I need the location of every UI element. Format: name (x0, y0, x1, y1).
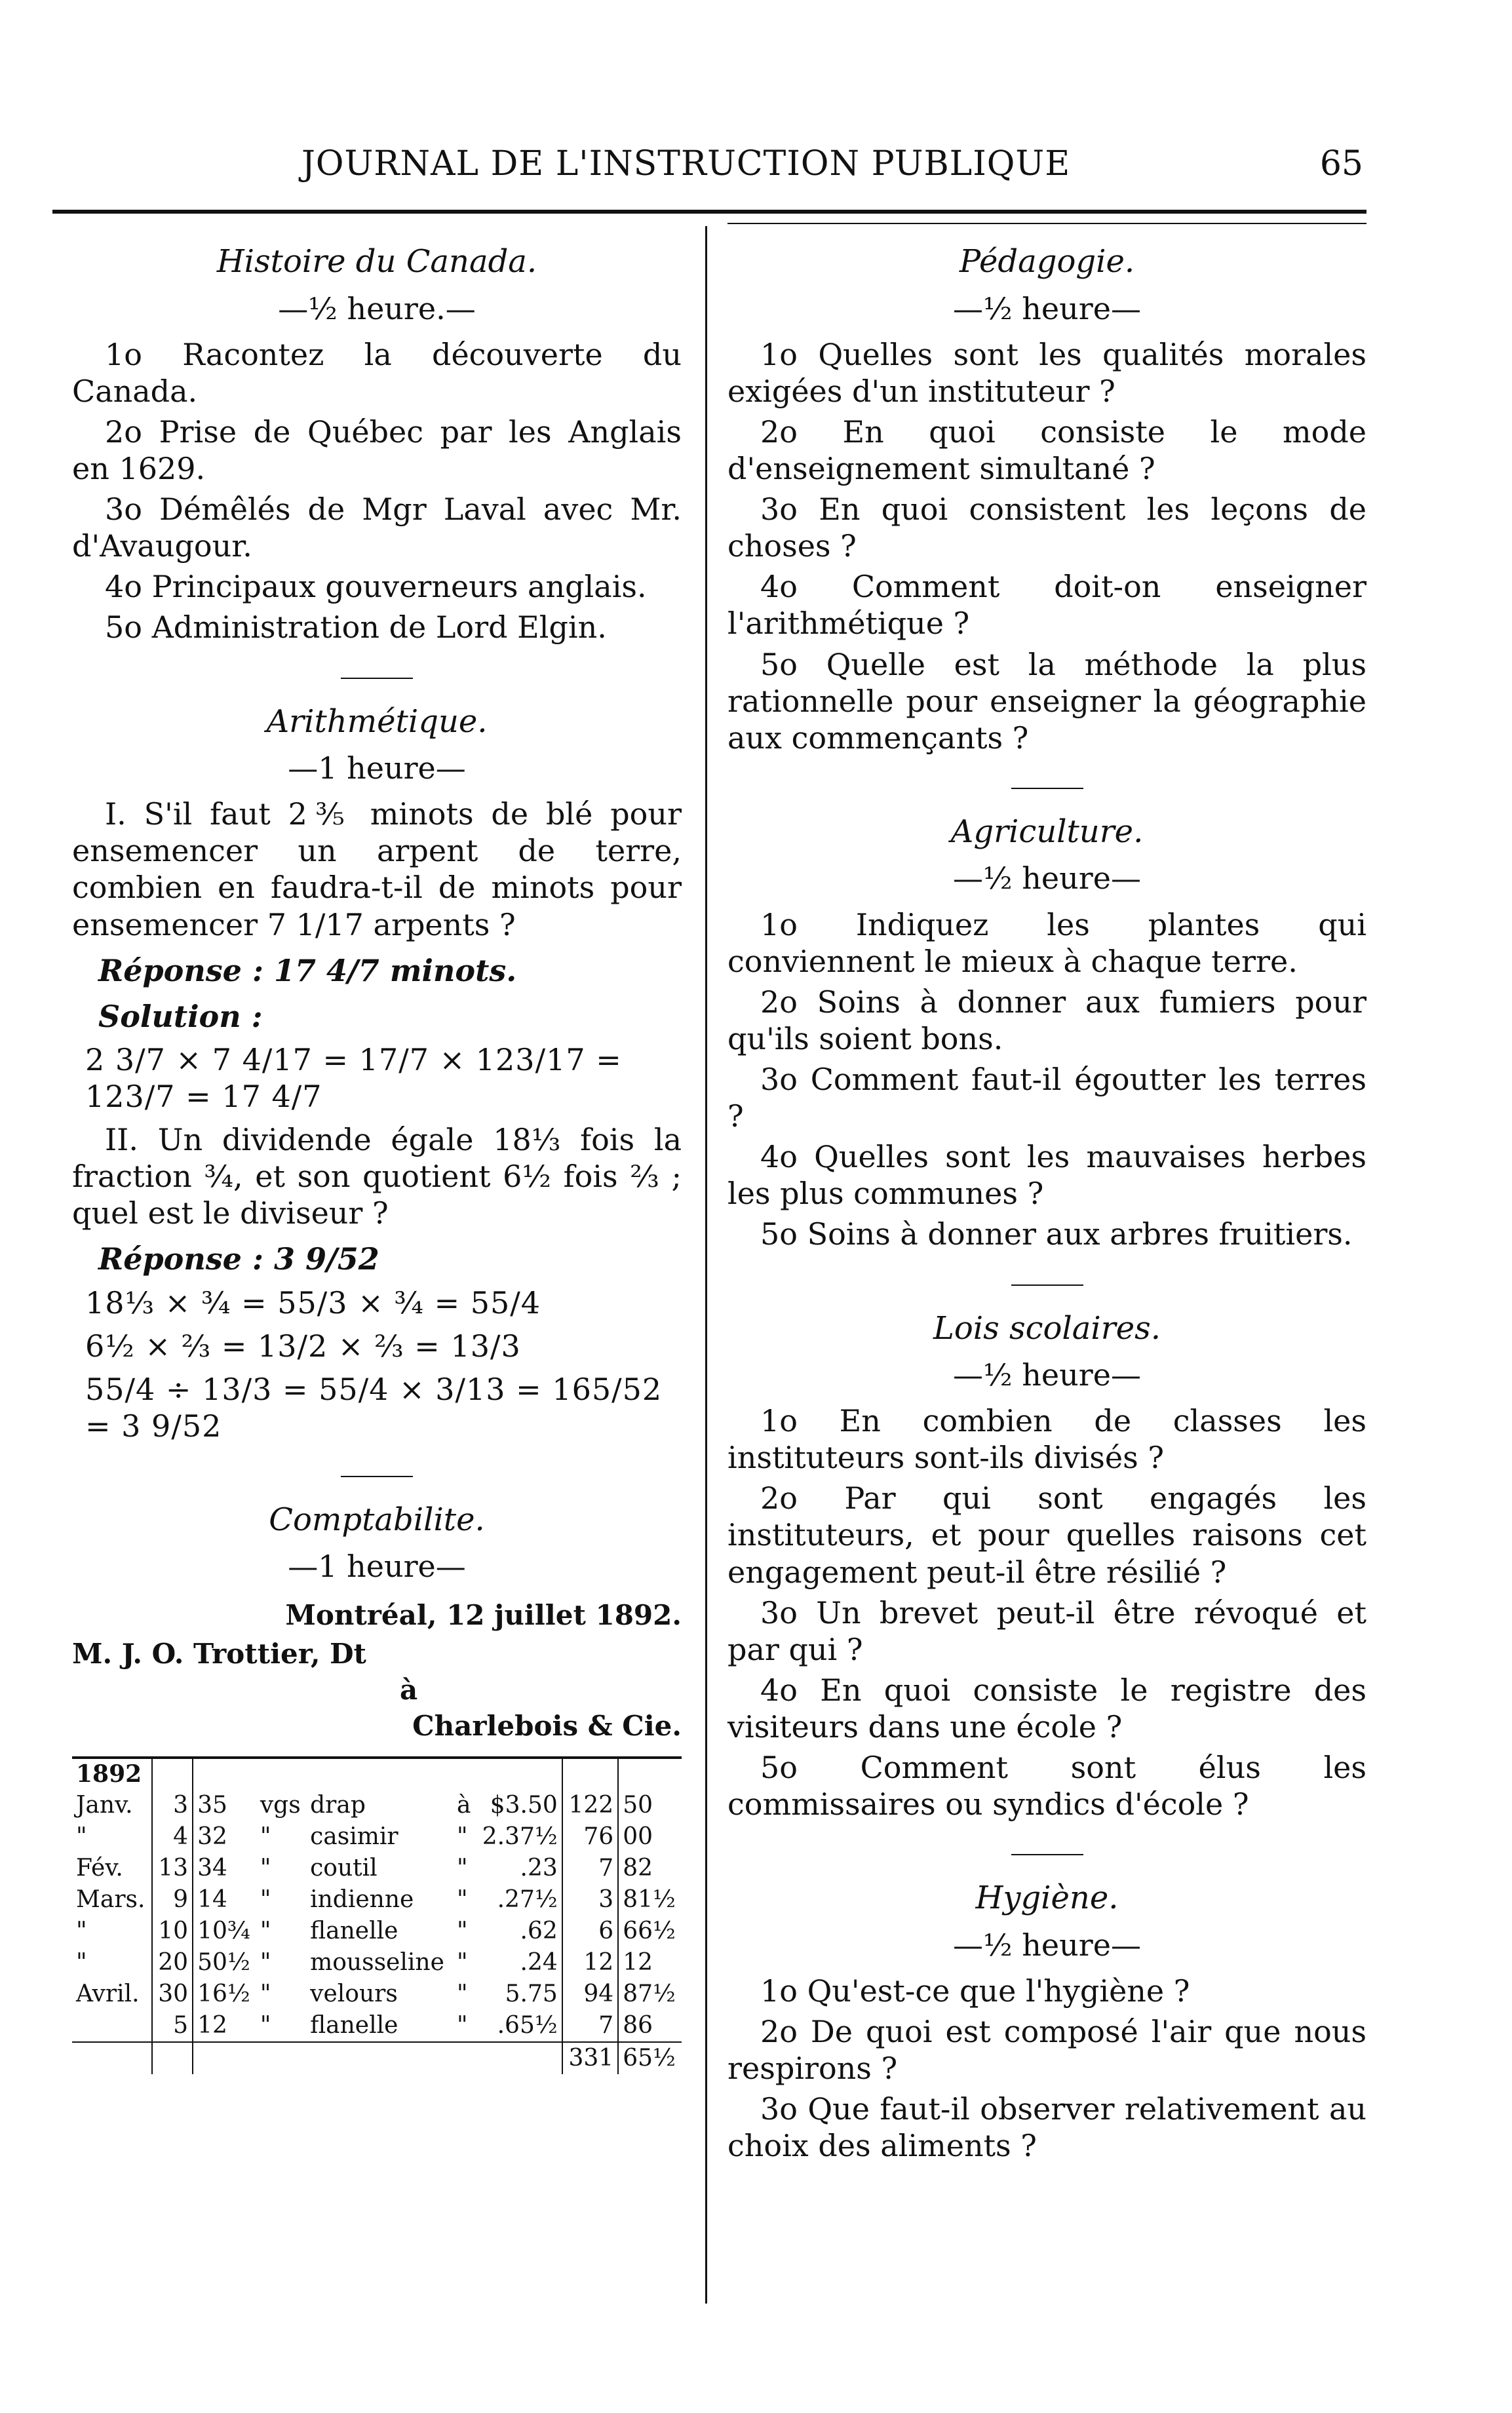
question: 5o Soins à donner aux arbres fruitiers. (760, 1216, 1353, 1252)
section-duration: —½ heure— (953, 290, 1141, 326)
cell-dollars: 12 (562, 1947, 618, 1979)
cell-item: coutil (310, 1855, 378, 1882)
left-column (72, 242, 682, 2074)
cell-unit: " (260, 1918, 271, 1945)
cell-item: indienne (310, 1886, 414, 1914)
question: 2o De quoi est composé l'air que nous respirons ? (727, 2014, 1367, 2087)
page-header (52, 144, 1363, 203)
question: 3o Démêlés de Mgr Laval avec Mr. d'Avaugour. (72, 492, 682, 564)
cell-at: " (456, 1980, 468, 2007)
cell-dollars: 122 (562, 1790, 618, 1821)
solution-label: Solution : (98, 998, 263, 1034)
question: 2o Soins à donner aux fumiers pour qu'ils soient bons. (727, 984, 1367, 1056)
cell-day: 20 (152, 1947, 193, 1979)
table-row (72, 1821, 682, 1853)
cell-day: 30 (152, 1979, 193, 2010)
cell-price: .62 (520, 1918, 558, 1945)
table-row (72, 1853, 682, 1884)
cell-qty: 12 (193, 2010, 256, 2042)
question: 3o En quoi consistent les leçons de choses ? (727, 492, 1367, 564)
table-row (72, 1884, 682, 1916)
total-cents: 65½ (618, 2042, 682, 2074)
question: 3o Que faut-il observer relativement au choix des aliments ? (727, 2091, 1367, 2164)
section-separator (1011, 788, 1083, 789)
section-title-pedagogie: Pédagogie. (959, 243, 1135, 280)
question: 1o Qu'est-ce que l'hygiène ? (760, 1973, 1190, 2009)
question: 2o Prise de Québec par les Anglais en 1629. (72, 414, 682, 486)
column-divider (705, 226, 707, 2304)
cell-cents: 66½ (618, 1916, 682, 1947)
header-rule (52, 210, 1367, 214)
cell-day: 9 (152, 1884, 193, 1916)
cell-at: " (456, 1948, 468, 1976)
cell-price: 2.37½ (482, 1823, 558, 1851)
question: 1o Indiquez les plantes qui conviennent le mieux à chaque terre. (727, 906, 1367, 979)
page-number: 65 (1319, 144, 1363, 183)
cell-month: Fév. (76, 1855, 123, 1882)
invoice-creditor: Charlebois & Cie. (412, 1710, 682, 1743)
cell-month: Mars. (76, 1886, 145, 1914)
cell-month: Janv. (76, 1792, 133, 1819)
cell-price: .27½ (497, 1886, 558, 1914)
cell-cents: 87½ (618, 1979, 682, 2010)
cell-at: " (456, 1823, 468, 1851)
section-duration: —½ heure— (953, 860, 1141, 897)
cell-item: mousseline (310, 1948, 444, 1976)
cell-item: drap (310, 1792, 366, 1819)
cell-item: velours (310, 1980, 398, 2007)
cell-month: " (76, 1918, 87, 1945)
section-title-lois-scolaires: Lois scolaires. (933, 1309, 1161, 1347)
table-row (72, 1947, 682, 1979)
invoice-to: à (400, 1674, 418, 1707)
cell-qty: 35 (193, 1790, 256, 1821)
section-duration: —1 heure— (288, 1549, 466, 1585)
solution-formula: 2 3/7 × 7 4/17 = 17/7 × 123/17 = 123/7 = 17 4/7 (85, 1041, 622, 1114)
formula-3: 55/4 ÷ 13/3 = 55/4 × 3/13 = 165/52 = 3 9/52 (85, 1371, 663, 1444)
cell-qty: 34 (193, 1853, 256, 1884)
cell-month: " (76, 1948, 87, 1976)
header-rule-thin (727, 223, 1367, 224)
cell-dollars: 7 (562, 1853, 618, 1884)
cell-item: flanelle (310, 2011, 398, 2039)
table-row (72, 1916, 682, 1947)
question: 3o Un brevet peut-il être révoqué et par qui ? (727, 1594, 1367, 1667)
invoice-dateline: Montréal, 12 juillet 1892. (285, 1598, 682, 1631)
cell-month: Avril. (76, 1980, 140, 2007)
cell-cents: 82 (618, 1853, 682, 1884)
table-row (72, 2010, 682, 2042)
total-row (72, 2042, 682, 2074)
answer-1: Réponse : 17 4/7 minots. (98, 952, 517, 988)
section-title-comptabilite: Comptabilite. (269, 1501, 485, 1538)
section-title-arithmetique: Arithmétique. (266, 703, 488, 740)
cell-day: 5 (152, 2010, 193, 2042)
cell-cents: 86 (618, 2010, 682, 2042)
problem-1: I. S'il faut 2⅗ minots de blé pour ensemencer un arpent de terre, combien en faudra-t-il de minots pour ensemencer 7 1/17 arpents ? (72, 796, 682, 942)
section-separator (341, 678, 413, 679)
section-separator (1011, 1854, 1083, 1855)
question: 1o En combien de classes les instituteurs sont-ils divisés ? (727, 1403, 1367, 1476)
cell-qty: 14 (193, 1884, 256, 1916)
formula-2: 6½ × ⅔ = 13/2 × ⅔ = 13/3 (85, 1328, 521, 1364)
table-row (72, 1790, 682, 1821)
invoice-debtor: M. J. O. Trottier, Dt (72, 1637, 366, 1670)
section-duration: —1 heure— (288, 750, 466, 786)
section-duration: —½ heure— (953, 1357, 1141, 1393)
cell-qty: 50½ (193, 1947, 256, 1979)
question: 1o Quelles sont les qualités morales exigées d'un instituteur ? (727, 336, 1367, 409)
cell-dollars: 3 (562, 1884, 618, 1916)
cell-price: .24 (520, 1948, 558, 1976)
cell-unit: " (260, 1948, 271, 1976)
table-row (72, 1979, 682, 2010)
cell-day: 13 (152, 1853, 193, 1884)
section-title-hygiene: Hygiène. (975, 1880, 1119, 1917)
question: 2o En quoi consiste le mode d'enseignement simultané ? (727, 414, 1367, 486)
cell-day: 10 (152, 1916, 193, 1947)
cell-price: $3.50 (490, 1792, 558, 1819)
cell-day: 4 (152, 1821, 193, 1853)
cell-month (72, 2010, 152, 2042)
cell-day: 3 (152, 1790, 193, 1821)
question: 2o Par qui sont engagés les instituteurs, et pour quelles raisons cet engagement peut-il être résilié ? (727, 1480, 1367, 1590)
question: 5o Comment sont élus les commissaires ou syndics d'école ? (727, 1750, 1367, 1823)
section-separator (341, 1476, 413, 1477)
cell-at: à (456, 1792, 471, 1819)
question: 4o En quoi consiste le registre des visiteurs dans une école ? (727, 1672, 1367, 1745)
question: 3o Comment faut-il égoutter les terres ? (727, 1061, 1367, 1134)
cell-unit: " (260, 1980, 271, 2007)
section-title-histoire: Histoire du Canada. (216, 243, 537, 280)
question: 5o Quelle est la méthode la plus rationnelle pour enseigner la géographie aux commençants ? (727, 646, 1367, 756)
cell-dollars: 7 (562, 2010, 618, 2042)
problem-2: II. Un dividende égale 18⅓ fois la fraction ¾, et son quotient 6½ fois ⅔ ; quel est le diviseur ? (72, 1122, 682, 1231)
cell-unit: " (260, 1855, 271, 1882)
cell-month: " (76, 1823, 87, 1851)
formula-1: 18⅓ × ¾ = 55/3 × ¾ = 55/4 (85, 1284, 541, 1321)
cell-unit: " (260, 1886, 271, 1914)
cell-item: casimir (310, 1823, 398, 1851)
question: 4o Quelles sont les mauvaises herbes les plus communes ? (727, 1139, 1367, 1212)
question: 5o Administration de Lord Elgin. (105, 609, 607, 646)
section-duration: —½ heure.— (278, 290, 476, 326)
section-separator (1011, 1284, 1083, 1286)
account-table (72, 1756, 682, 2074)
cell-qty: 16½ (193, 1979, 256, 2010)
cell-unit: " (260, 1823, 271, 1851)
section-duration: —½ heure— (953, 1927, 1141, 1963)
cell-cents: 81½ (618, 1884, 682, 1916)
cell-at: " (456, 2011, 468, 2039)
cell-price: 5.75 (505, 1980, 558, 2007)
right-column (727, 242, 1367, 2169)
cell-cents: 00 (618, 1821, 682, 1853)
question: 4o Principaux gouverneurs anglais. (105, 569, 647, 605)
cell-at: " (456, 1855, 468, 1882)
total-dollars: 331 (562, 2042, 618, 2074)
cell-unit: " (260, 2011, 271, 2039)
question: 4o Comment doit-on enseigner l'arithmétique ? (727, 569, 1367, 642)
cell-item: flanelle (310, 1918, 398, 1945)
account-year: 1892 (72, 1758, 152, 1790)
section-title-agriculture: Agriculture. (950, 813, 1144, 850)
cell-at: " (456, 1886, 468, 1914)
cell-dollars: 6 (562, 1916, 618, 1947)
question: 1o Racontez la découverte du Canada. (72, 336, 682, 409)
cell-price: .23 (520, 1855, 558, 1882)
cell-unit: vgs (260, 1792, 301, 1819)
cell-price: .65½ (497, 2011, 558, 2039)
cell-qty: 32 (193, 1821, 256, 1853)
cell-cents: 12 (618, 1947, 682, 1979)
cell-dollars: 94 (562, 1979, 618, 2010)
journal-title: JOURNAL DE L'INSTRUCTION PUBLIQUE (301, 144, 1071, 183)
cell-at: " (456, 1918, 468, 1945)
cell-qty: 10¾ (193, 1916, 256, 1947)
answer-2: Réponse : 3 9/52 (98, 1241, 379, 1277)
cell-dollars: 76 (562, 1821, 618, 1853)
cell-cents: 50 (618, 1790, 682, 1821)
